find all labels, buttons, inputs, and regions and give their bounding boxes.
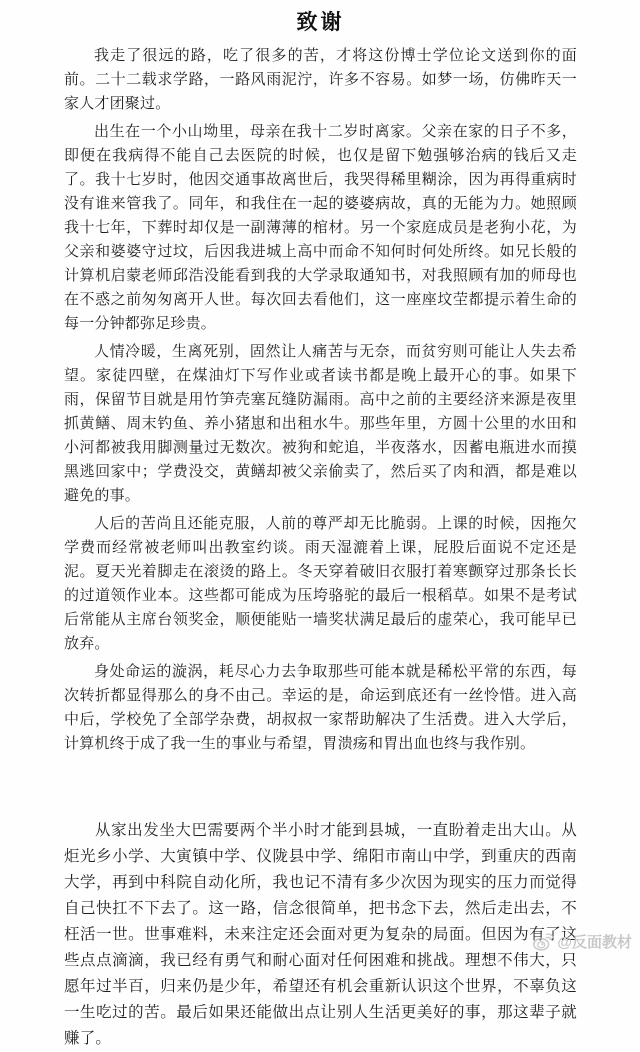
page-title: 致谢 (296, 10, 345, 34)
paragraph: 我走了很远的路，吃了很多的苦，才将这份博士学位论文送到你的面前。二十二载求学路，一路风雨泥泞，许多不容易。如梦一场，仿佛昨天一家人才团聚过。 (64, 48, 577, 112)
paragraph: 从家出发坐大巴需要两个半小时才能到县城，一直盼着走出大山。从炬光乡小学、大寅镇中学、仪陇县中学、绵阳市南山中学，到重庆的西南大学，再到中科院自动化所，我也记不清有多少次因为现实的压力而觉得自己快扛不下去了。这一路，信念很简单，把书念下去，然后走出去，不枉活一世。世事难料，未来注定还会面对更为复杂的局面。但因为有了这些点点滴滴，我已经有勇气和耐心面对任何困难和挑战。理想不伟大，只愿年过半百，归来仍是少年，希望还有机会重新认识这个世界，不辜负这一生吃过的苦。最后如果还能做出点让别人生活更美好的事，那这辈子就赚了。 (64, 822, 577, 1047)
paragraph: 人后的苦尚且还能克服，人前的尊严却无比脆弱。上课的时候，因拖欠学费而经常被老师叫出教室约谈。雨天湿漉着上课，屁股后面说不定还是泥。夏天光着脚走在滚烫的路上。冬天穿着破旧衣服打着寒颤穿过那条长长的过道领作业本。这些都可能成为压垮骆驼的最后一根稻草。如果不是考试后常能从主席台领奖金，顺便能贴一墙奖状满足最后的虚荣心，我可能早已放弃。 (64, 516, 577, 652)
paragraph: 身处命运的漩涡，耗尽心力去争取那些可能本就是稀松平常的东西，每次转折都显得那么的身不由己。幸运的是，命运到底还有一丝怜惜。进入高中后，学校免了全部学杂费，胡叔叔一家帮助解决了生活费。进入大学后，计算机终于成了我一生的事业与希望，胃溃疡和胃出血也终与我作别。 (64, 664, 577, 752)
watermark-text: @反面教材 (557, 934, 632, 951)
paragraph: 人情冷暖，生离死别，固然让人痛苦与无奈，而贫穷则可能让人失去希望。家徒四壁，在煤油灯下写作业或者读书都是晚上最开心的事。如果下雨，保留节目就是用竹笋壳塞瓦缝防漏雨。高中之前的主要经济来源是夜里抓黄鳝、周末钓鱼、养小猪崽和出租水牛。那些年里，方圆十公里的水田和小河都被我用脚测量过无数次。被狗和蛇追，半夜落水，因蓄电瓶进水而摸黑逃回家中；学费没交，黄鳝却被父亲偷卖了，然后买了肉和酒，都是难以避免的事。 (64, 344, 577, 504)
weibo-icon (532, 932, 554, 951)
watermark (532, 931, 632, 952)
paragraph: 出生在一个小山坳里，母亲在我十二岁时离家。父亲在家的日子不多，即便在我病得不能自己去医院的时候，也仅是留下勉强够治病的钱后又走了。我十七岁时，他因交通事故离世后，我哭得稀里糊涂，因为再得重病时没有谁来管我了。同年，和我住在一起的婆婆病故，真的无能为力。她照顾我十七年，下葬时却仅是一副薄薄的棺材。另一个家庭成员是老狗小花，为父亲和婆婆守过坟，后因我进城上高中而命不知何时何处所终。如兄长般的计算机启蒙老师邱浩没能看到我的大学录取通知书，对我照顾有加的师母也在不惑之前匆匆离开人世。每次回去看他们，这一座座坟茔都提示着生命的每一分钟都弥足珍贵。 (64, 124, 577, 332)
acknowledgment-section-2 (64, 818, 577, 1052)
acknowledgment-section-1 (64, 44, 577, 756)
